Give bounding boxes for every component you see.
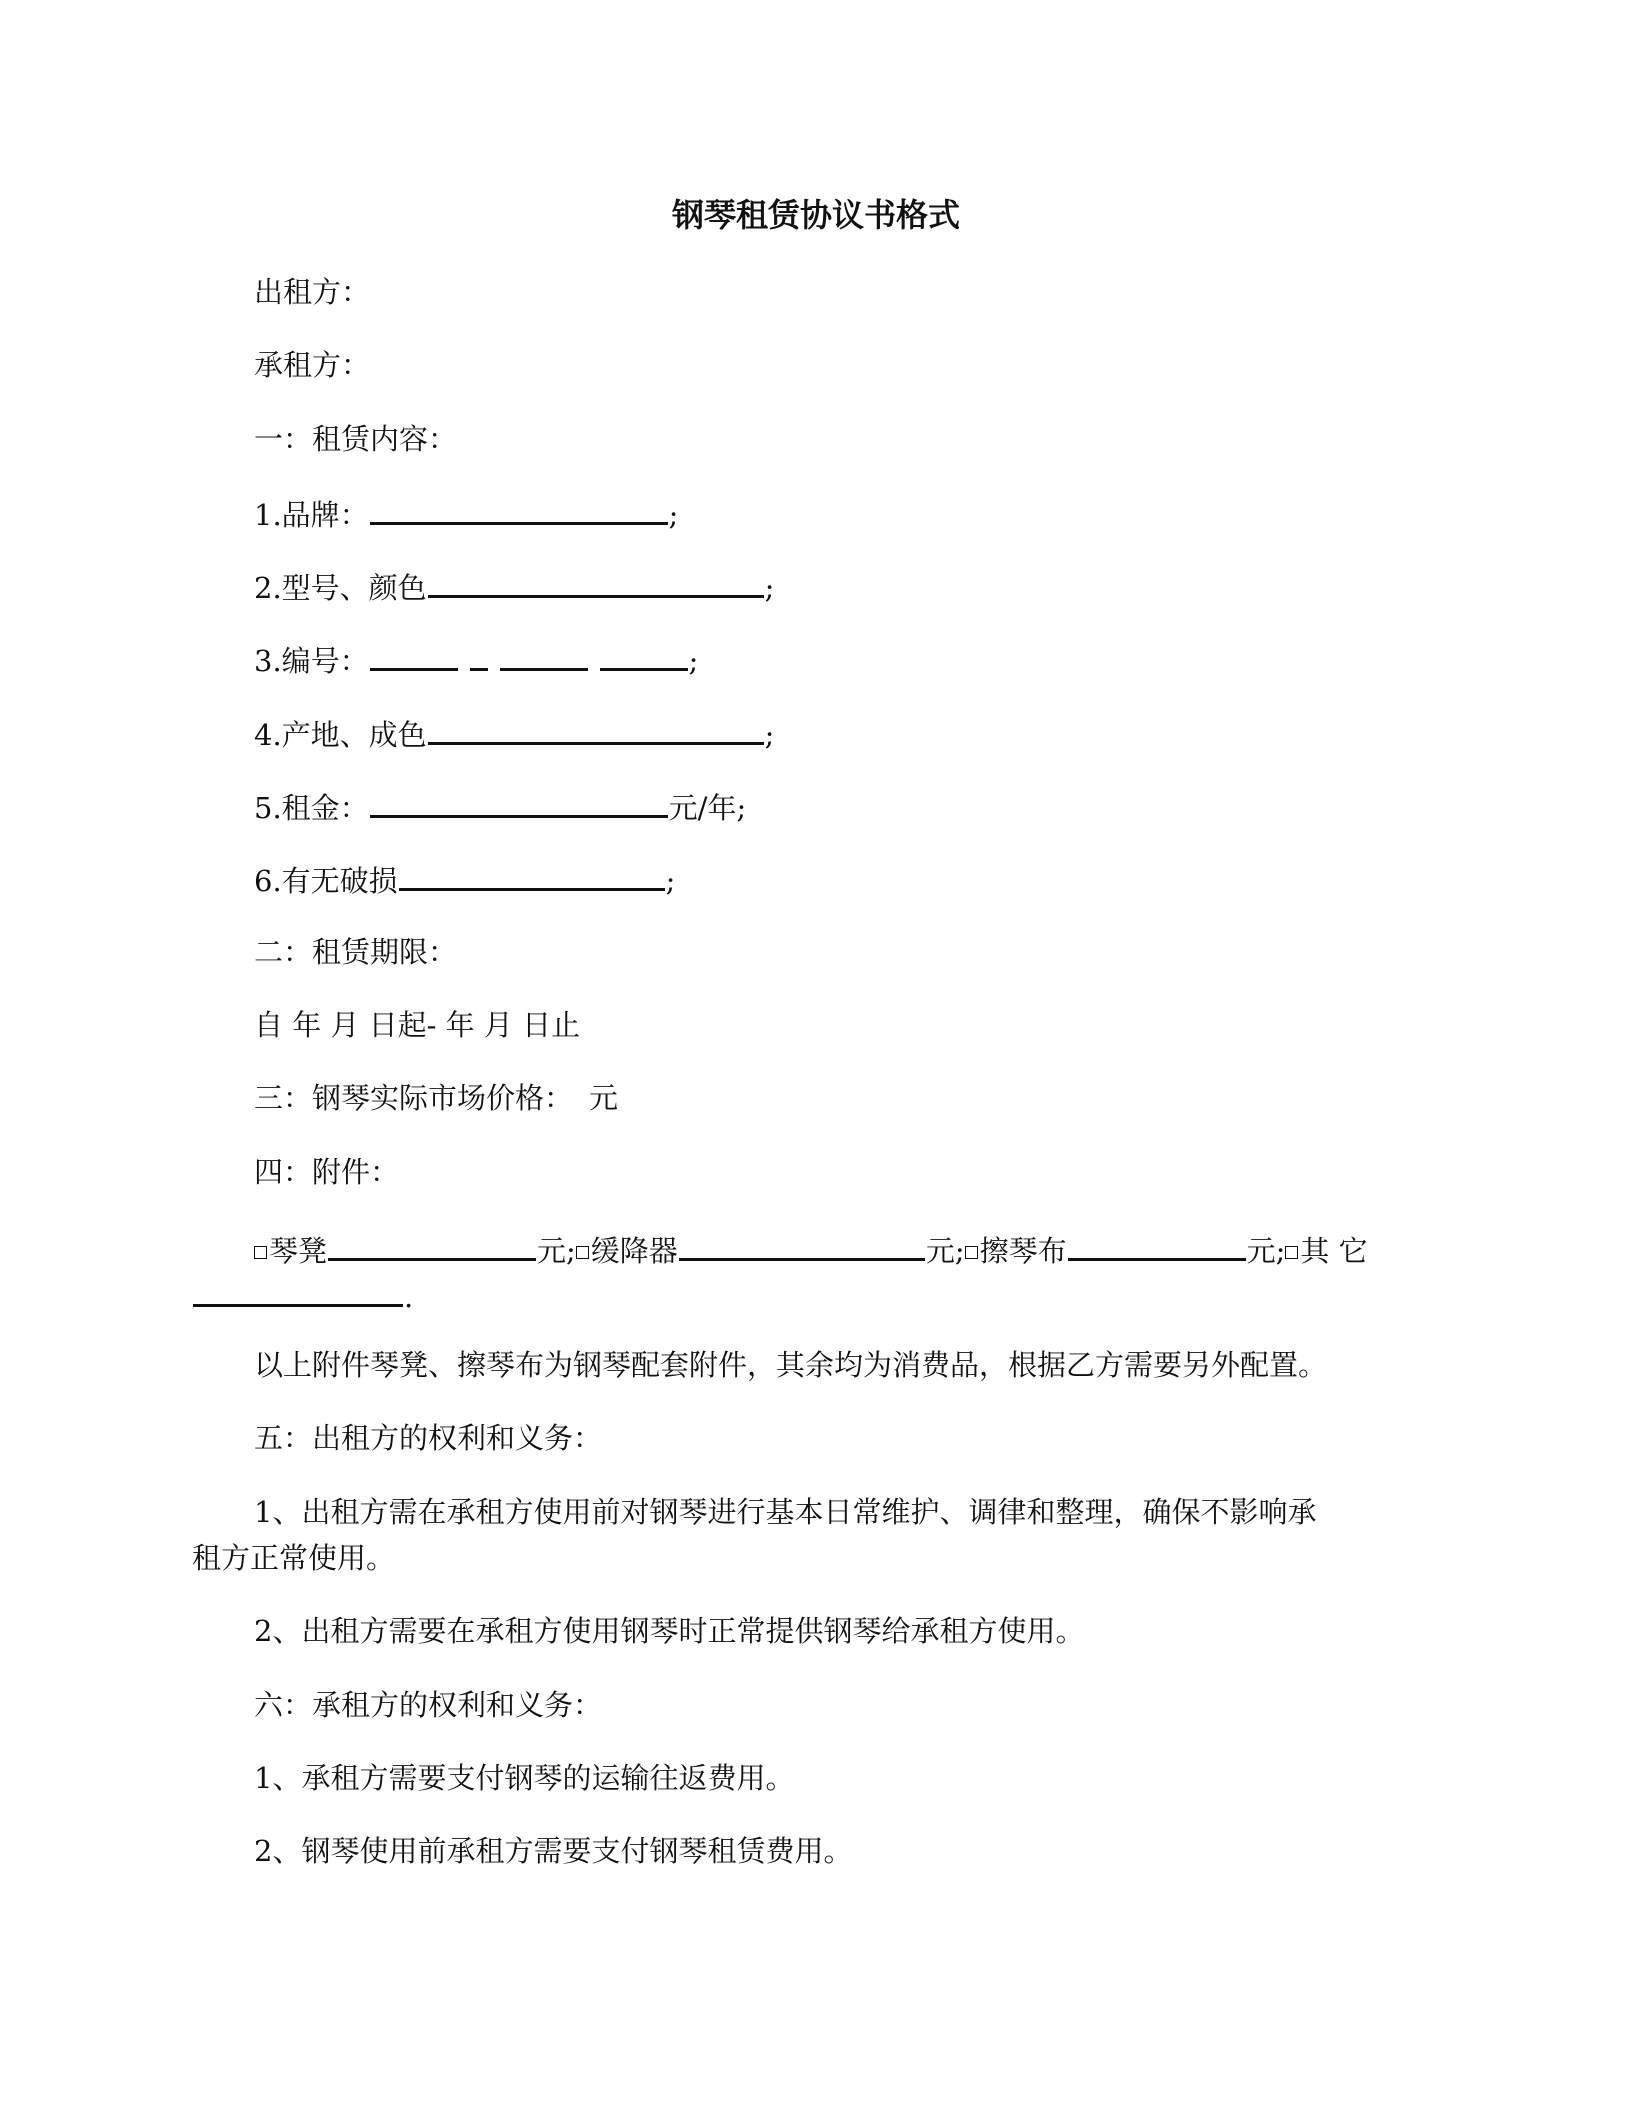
- damage-blank[interactable]: [399, 858, 665, 891]
- damage-label: 6.有无破损: [254, 864, 398, 898]
- cloth-label: 擦琴布: [979, 1234, 1067, 1268]
- lessee-duty-2: 2、钢琴使用前承租方需要支付钢琴租赁费用。: [254, 1834, 853, 1868]
- brand-line: [254, 492, 678, 535]
- other-line: [192, 1274, 413, 1317]
- origin-end: ;: [764, 718, 775, 752]
- cloth-checkbox[interactable]: [965, 1246, 978, 1259]
- brand-end: ;: [668, 498, 679, 532]
- origin-blank[interactable]: [428, 712, 764, 745]
- number-blank-4[interactable]: [600, 638, 688, 671]
- model-line: [254, 565, 774, 608]
- damage-line: [254, 858, 675, 901]
- rent-end: 元/年;: [668, 791, 747, 825]
- cloth-unit: 元;: [1246, 1234, 1286, 1268]
- other-checkbox[interactable]: [1285, 1246, 1298, 1259]
- lessor-duty-1-cont: 租方正常使用。: [192, 1541, 396, 1575]
- damper-checkbox[interactable]: [576, 1246, 589, 1259]
- section5-heading: 五：出租方的权利和义务：: [254, 1421, 603, 1455]
- other-price-blank[interactable]: [193, 1274, 403, 1307]
- rent-label: 5.租金：: [254, 791, 369, 825]
- lessee-line: [254, 345, 370, 385]
- section2-heading: 二：租赁期限：: [254, 935, 458, 969]
- lessee-duty-1: 1、承租方需要支付钢琴的运输往返费用。: [254, 1761, 795, 1795]
- damper-price-blank[interactable]: [679, 1228, 925, 1261]
- brand-blank[interactable]: [370, 492, 668, 525]
- other-end: .: [404, 1280, 414, 1314]
- damage-end: ;: [665, 864, 676, 898]
- damper-label: 缓降器: [590, 1234, 678, 1268]
- number-blank-3[interactable]: [500, 638, 588, 671]
- number-end: ;: [688, 644, 699, 678]
- number-line: [254, 638, 698, 681]
- section6-heading: 六：承租方的权利和义务：: [254, 1688, 603, 1722]
- accessories-line: [254, 1228, 1368, 1271]
- origin-label: 4.产地、成色: [254, 718, 427, 752]
- bench-price-blank[interactable]: [328, 1228, 536, 1261]
- market-price-line: [254, 1078, 618, 1118]
- brand-label: 1.品牌：: [254, 498, 369, 532]
- bench-checkbox[interactable]: [254, 1246, 267, 1259]
- accessories-note: 以上附件琴凳、擦琴布为钢琴配套附件，其余均为消费品，根据乙方需要另外配置。: [254, 1348, 1328, 1382]
- lessor-duty-2: 2、出租方需要在承租方使用钢琴时正常提供钢琴给承租方使用。: [254, 1614, 1085, 1648]
- number-blank-1[interactable]: [370, 638, 458, 671]
- model-blank[interactable]: [428, 565, 764, 598]
- market-price-unit: 元: [589, 1081, 619, 1115]
- lessor-duty-1: 1、出租方需在承租方使用前对钢琴进行基本日常维护、调律和整理，确保不影响承: [254, 1495, 1317, 1529]
- damper-unit: 元;: [925, 1234, 965, 1268]
- lessor-line: [254, 272, 370, 312]
- lease-period: 自 年 月 日起- 年 月 日止: [254, 1008, 581, 1042]
- rent-line: [254, 785, 746, 828]
- document-title: 钢琴租赁协议书格式: [671, 196, 960, 234]
- number-blank-2[interactable]: [470, 638, 488, 671]
- origin-line: [254, 712, 774, 755]
- cloth-price-blank[interactable]: [1068, 1228, 1246, 1261]
- other-label: 其 它: [1300, 1234, 1368, 1268]
- model-label: 2.型号、颜色: [254, 571, 427, 605]
- lessor-label: 出租方：: [254, 275, 371, 309]
- section1-heading: 一：租赁内容：: [254, 422, 458, 456]
- bench-unit: 元;: [537, 1234, 576, 1268]
- number-label: 3.编号：: [254, 644, 369, 678]
- bench-label: 琴凳: [269, 1234, 328, 1268]
- model-end: ;: [764, 571, 775, 605]
- section4-heading: 四：附件：: [254, 1155, 400, 1189]
- rent-blank[interactable]: [370, 785, 668, 818]
- market-price-label: 三：钢琴实际市场价格：: [254, 1081, 574, 1115]
- lessee-label: 承租方：: [254, 348, 371, 382]
